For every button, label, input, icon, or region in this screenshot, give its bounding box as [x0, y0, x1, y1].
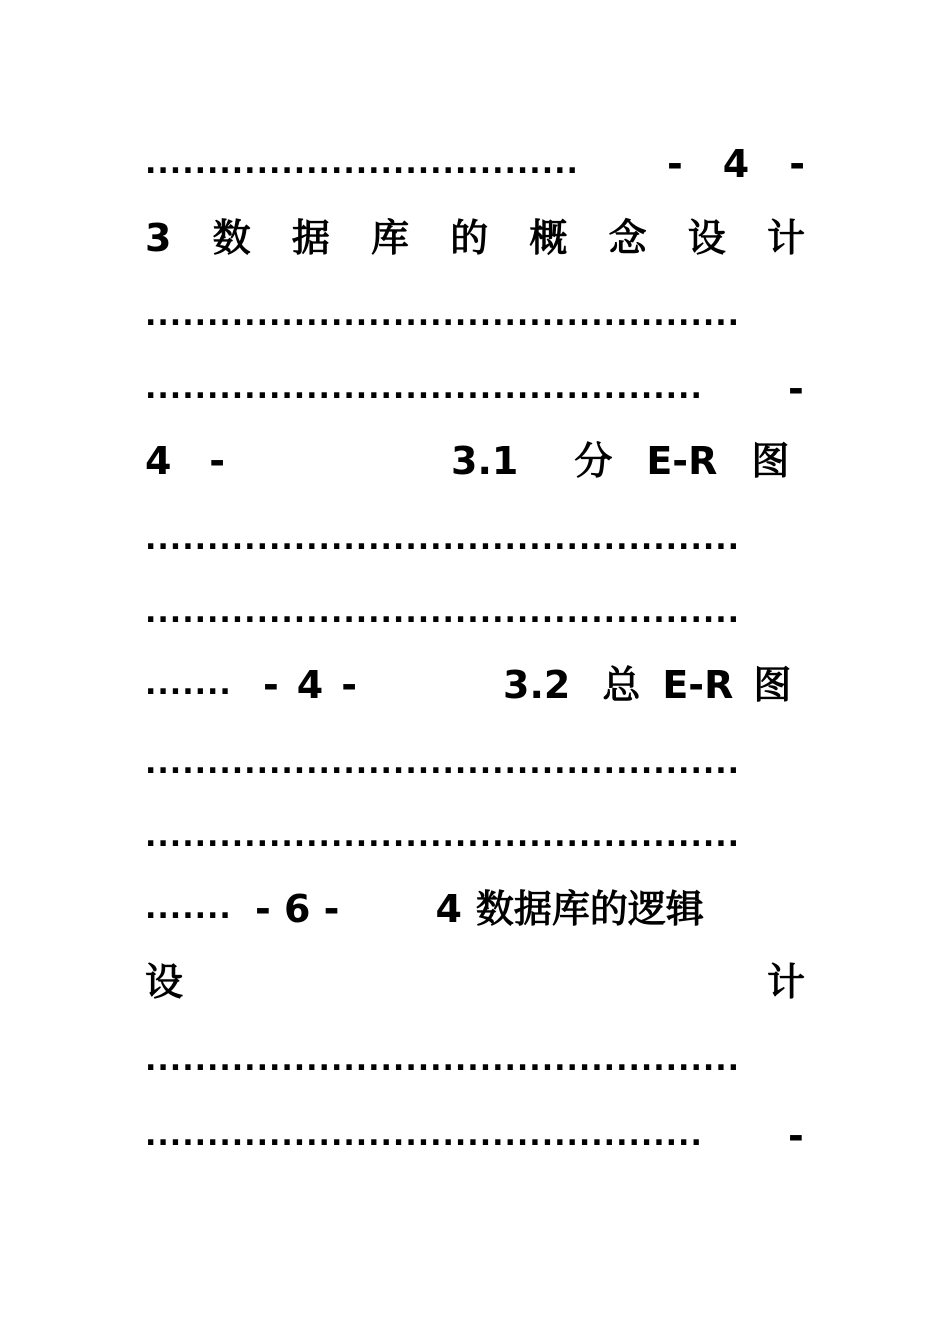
toc-line-10 [145, 805, 805, 869]
toc-line-1 [145, 132, 805, 196]
toc-entry-3-2[interactable] [145, 653, 805, 717]
section-title-char: 概 [529, 216, 568, 260]
page-number: 4 - [145, 439, 225, 483]
leader-dots: ....... [145, 667, 232, 702]
section-title-char: 据 [291, 216, 330, 260]
toc-line-4 [145, 357, 805, 421]
page-number: - 4 - [263, 663, 357, 707]
leader-dots: ................................................ [145, 522, 741, 557]
page-number: - 6 - [255, 887, 340, 931]
section-title-char: 图 [751, 439, 790, 483]
toc-line-9 [145, 732, 805, 796]
section-title: 数据库的逻辑 [475, 887, 704, 931]
toc-line-6 [145, 508, 805, 572]
page-dash: - [788, 1114, 804, 1158]
leader-dots: ................................................ [145, 819, 741, 854]
section-title-char: 计 [766, 216, 805, 260]
leader-dots: ................................................ [145, 298, 741, 333]
page-number: - 4 - [667, 142, 805, 186]
section-title-er: E-R [662, 663, 734, 707]
leader-dots: ............................................. [145, 371, 703, 406]
section-title-char: 设 [145, 960, 184, 1004]
leader-dots: ................................................ [145, 746, 741, 781]
section-title-char: 计 [766, 960, 805, 1004]
toc-entry-4[interactable] [145, 877, 805, 941]
section-number: 3 [145, 216, 172, 260]
toc-entry-4-title-cont[interactable] [145, 950, 805, 1014]
toc-line-13 [145, 1029, 805, 1093]
section-title-char: 数 [212, 216, 251, 260]
section-title-char: 分 [574, 439, 613, 483]
section-title-char: 总 [602, 663, 641, 707]
toc-line-14 [145, 1104, 805, 1168]
leader-dots: ................................................ [145, 1043, 741, 1078]
leader-dots: ................................................ [145, 595, 741, 630]
page-dash: - [788, 367, 804, 411]
section-title-char: 图 [753, 663, 792, 707]
toc-line-3 [145, 284, 805, 348]
leader-dots: ................................... [145, 146, 579, 181]
toc-entry-3-1[interactable] [145, 429, 805, 493]
section-title-char: 设 [687, 216, 726, 260]
section-title-char: 的 [450, 216, 489, 260]
section-title-char: 念 [608, 216, 647, 260]
leader-dots: ....... [145, 891, 232, 926]
leader-dots: ............................................. [145, 1118, 703, 1153]
toc-entry-3-title[interactable] [145, 206, 805, 270]
toc-line-7 [145, 581, 805, 645]
section-number: 4 [435, 887, 462, 931]
section-number: 3.2 [503, 663, 571, 707]
section-title-er: E-R [646, 439, 718, 483]
section-number: 3.1 [451, 439, 519, 483]
section-title-char: 库 [371, 216, 410, 260]
